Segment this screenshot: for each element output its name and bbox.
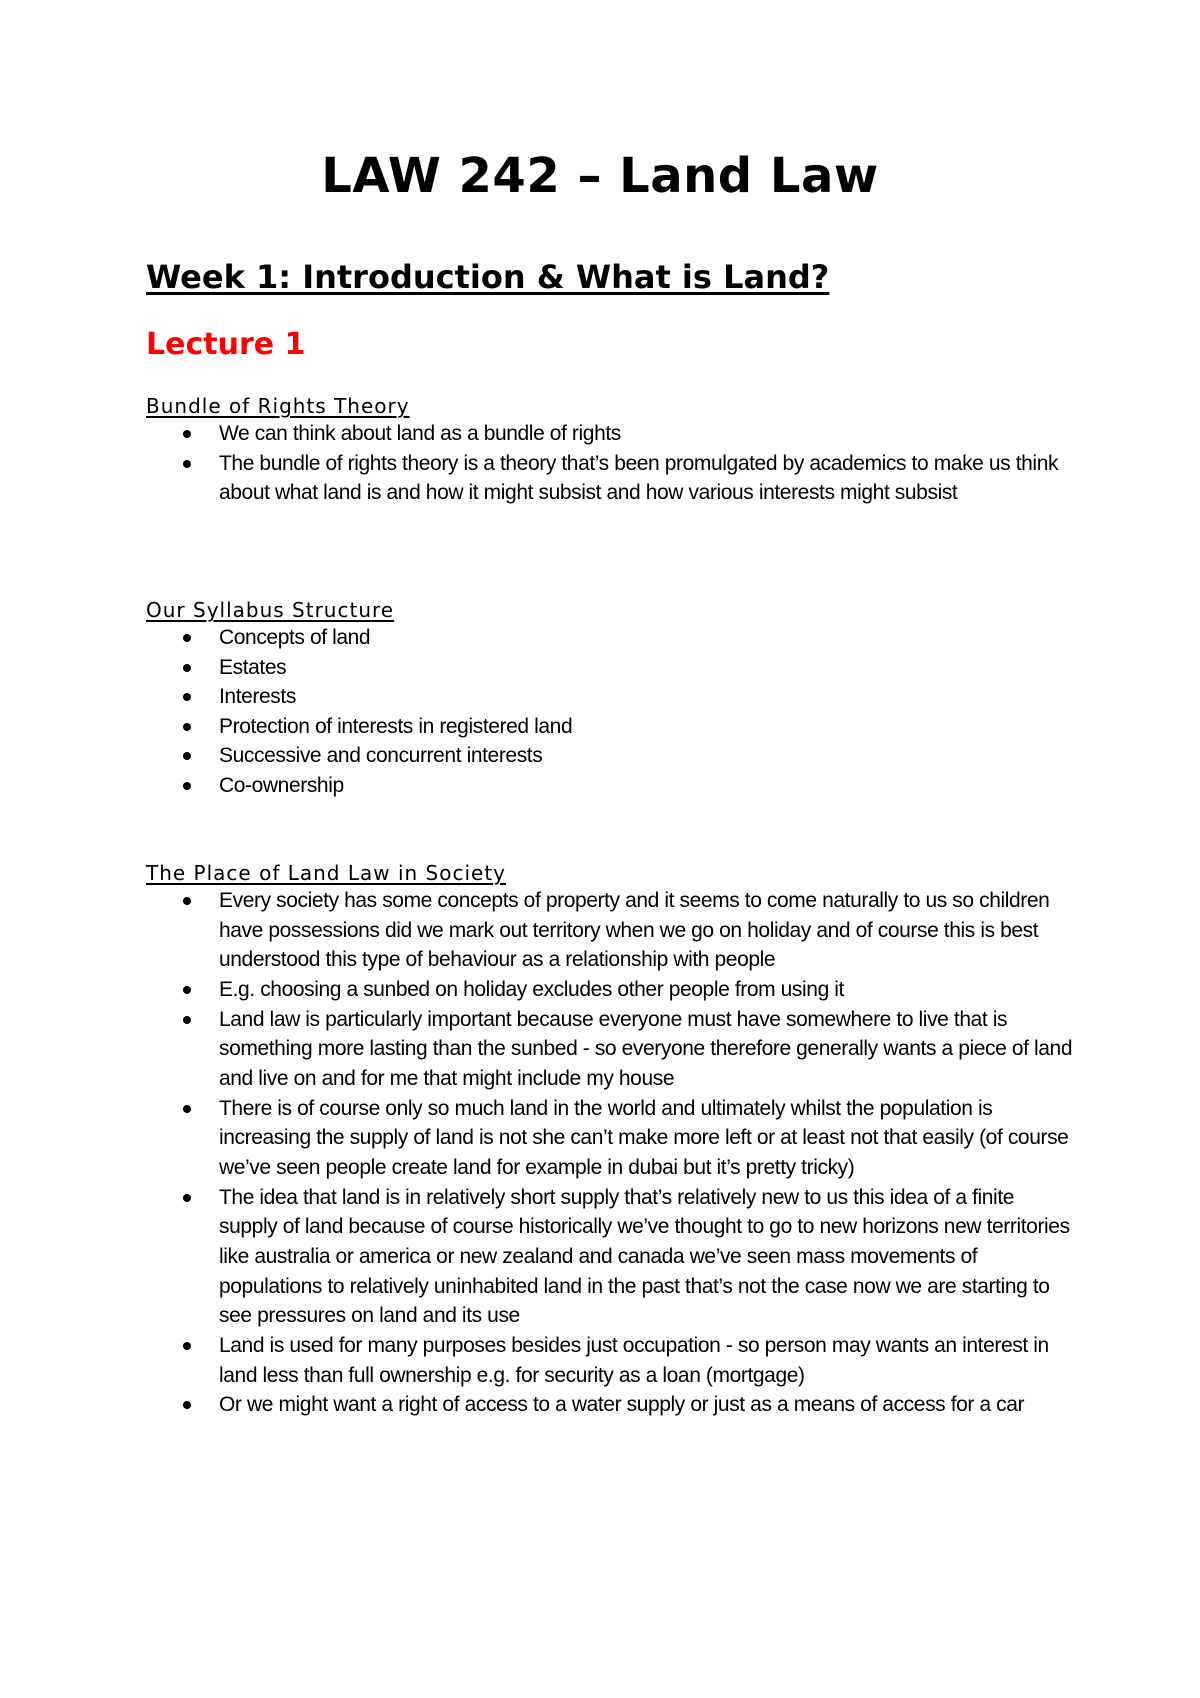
section-syllabus-structure (146, 597, 1076, 800)
list-item-text: Or we might want a right of access to a water supply or just as a means of access for a car (219, 1393, 1025, 1417)
list-item-text: Land is used for many purposes besides just occupation - so person may wants an interest in land less than full ownership e.g. for security as a loan (mortgage) (219, 1333, 1049, 1387)
bullet-icon (183, 752, 191, 760)
list-item (146, 449, 1076, 508)
bullet-icon (183, 1016, 191, 1024)
bullet-icon (183, 782, 191, 790)
list-item-text: Co-ownership (219, 773, 344, 797)
list-item (146, 975, 1076, 1005)
bullet-icon (183, 693, 191, 701)
list-item (146, 1005, 1076, 1094)
list-item (146, 682, 1076, 712)
list-item (146, 623, 1076, 653)
section-place-of-land-law (146, 860, 1076, 1420)
list-item-text: Land law is particularly important because everyone must have somewhere to live that is something more lasting than the sunbed - so everyone therefore generally wants a piece of land and live on and for me that might include my house (219, 1007, 1073, 1090)
section-bundle-of-rights (146, 393, 1076, 508)
list-item (146, 1331, 1076, 1390)
section-heading: Our Syllabus Structure (146, 598, 395, 622)
bullet-icon (183, 897, 191, 905)
bullet-icon (183, 460, 191, 468)
bullet-list (146, 623, 1076, 800)
bullet-icon (183, 1401, 191, 1409)
list-item-text: Concepts of land (219, 626, 371, 649)
bullet-icon (183, 664, 191, 672)
list-item-text: Protection of interests in registered land (219, 714, 573, 738)
list-item (146, 712, 1076, 742)
list-item-text: Estates (219, 655, 287, 679)
list-item (146, 1183, 1076, 1331)
list-item (146, 771, 1076, 801)
list-item-text: Interests (219, 685, 296, 708)
bullet-list (146, 419, 1076, 508)
bullet-list (146, 886, 1076, 1420)
document-title: LAW 242 – Land Law (321, 148, 879, 204)
list-item-text: There is of course only so much land in the world and ultimately whilst the population is increasing the supply of land is not she can’t make more left or at least not that easily (of course we’ve seen people create land for example in dubai but it’s pretty tricky) (219, 1096, 1069, 1179)
list-item-text: E.g. choosing a sunbed on holiday excludes other people from using it (219, 977, 844, 1001)
bullet-icon (183, 634, 191, 642)
list-item (146, 653, 1076, 683)
bullet-icon (183, 1105, 191, 1113)
week-heading: Week 1: Introduction & What is Land? (146, 258, 830, 296)
list-item-text: The idea that land is in relatively short supply that’s relatively new to us this idea of a finite supply of land because of course historically we’ve thought to go to new horizons new territories like australia or america or new zealand and canada we’ve seen mass movements of populations to relatively uninhabited land in the past that’s not the case now we are starting to see pressures on land and its use (219, 1185, 1070, 1328)
bullet-icon (183, 1342, 191, 1350)
list-item-text: The bundle of rights theory is a theory that’s been promulgated by academics to make us think about what land is and how it might subsist and how various interests might subsist (219, 451, 1059, 505)
list-item (146, 741, 1076, 771)
list-item-text: Every society has some concepts of property and it seems to come naturally to us so children have possessions did we mark out territory when we go on holiday and of course this is best understood this type of behaviour as a relationship with people (219, 889, 1050, 972)
section-heading: Bundle of Rights Theory (146, 394, 410, 418)
bullet-icon (183, 1194, 191, 1202)
list-item (146, 1094, 1076, 1183)
bullet-icon (183, 986, 191, 994)
list-item-text: We can think about land as a bundle of rights (219, 422, 621, 445)
list-item (146, 1390, 1076, 1420)
list-item (146, 419, 1076, 449)
bullet-icon (183, 723, 191, 731)
section-heading: The Place of Land Law in Society (146, 861, 507, 885)
list-item (146, 886, 1076, 975)
bullet-icon (183, 430, 191, 438)
list-item-text: Successive and concurrent interests (219, 744, 543, 767)
lecture-heading: Lecture 1 (146, 327, 306, 362)
